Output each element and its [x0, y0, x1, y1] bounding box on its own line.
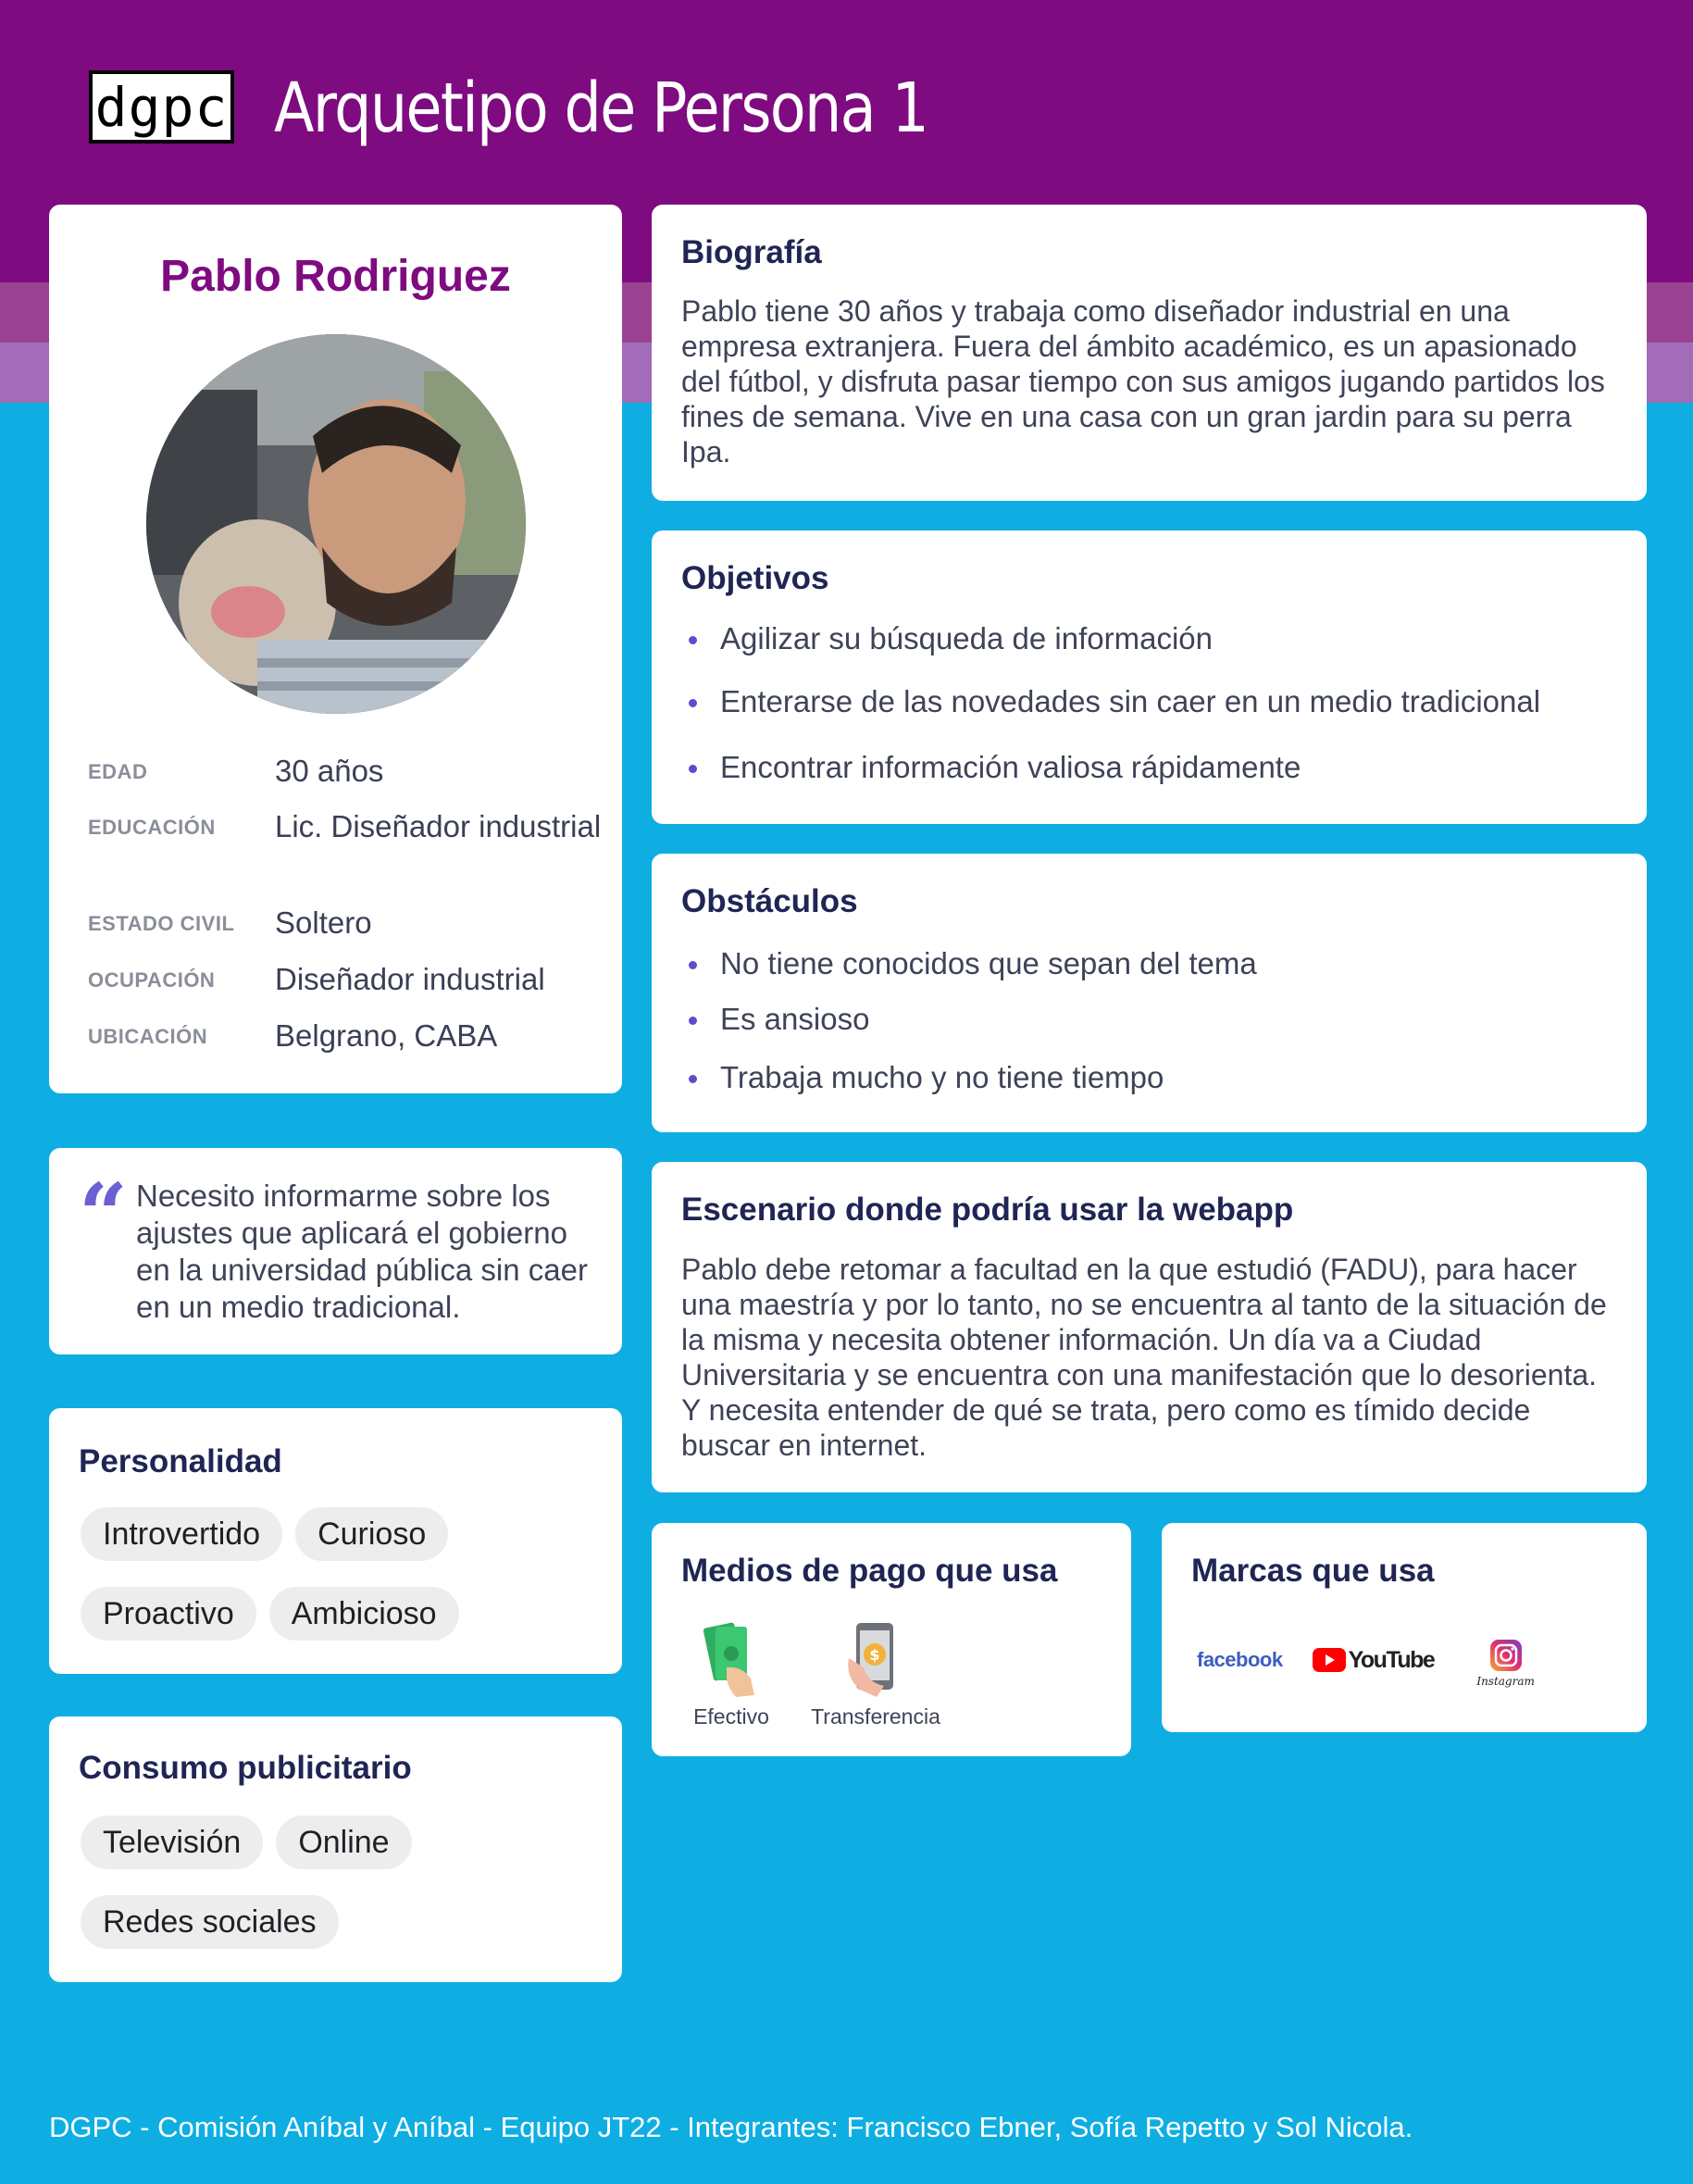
- payment-label: Transferencia: [811, 1704, 940, 1728]
- goals-list: [687, 621, 1540, 785]
- fact-label: EDAD: [88, 760, 148, 783]
- chip: Ambicioso: [269, 1587, 459, 1641]
- brands-card: [1162, 1523, 1647, 1732]
- quote-text: Necesito informarme sobre los ajustes que aplicará el gobierno en la universidad pública sin caer en un medio tradicional.: [136, 1179, 588, 1324]
- payment-methods-card: [652, 1523, 1131, 1756]
- brand-logos: [1197, 1632, 1535, 1688]
- youtube-logo: [1313, 1647, 1435, 1674]
- youtube-play-icon: [1313, 1648, 1346, 1672]
- profile-card: [49, 205, 622, 1093]
- obstacles-list: [687, 946, 1257, 1095]
- fact-value: Lic. Diseñador industrial: [275, 809, 602, 843]
- personality-card: [49, 1408, 622, 1674]
- chip: Online: [276, 1816, 411, 1869]
- scenario-text: Pablo debe retomar a facultad en la que estudió (FADU), para hacer una maestría y por lo tanto, no se encuentra al tanto de la situación de la misma y necesita obtener información. Un día va a Ciudad Universitaria y se encuentra con una manifestación que lo desorienta. Y necesita entender de qué se trata, pero como es tímido decide buscar en internet.: [681, 1253, 1607, 1462]
- fact-row-age: [88, 751, 606, 806]
- page-title: Arquetipo de Persona 1: [274, 69, 928, 148]
- obstacles-card: [652, 854, 1647, 1132]
- list-item: Trabaja mucho y no tiene tiempo: [687, 1060, 1257, 1095]
- chip: Proactivo: [81, 1587, 256, 1641]
- fact-label: UBICACIÓN: [88, 1025, 208, 1048]
- payment-label: Efectivo: [693, 1704, 769, 1728]
- personality-title: Personalidad: [79, 1443, 282, 1479]
- payment-cash: [666, 1621, 796, 1729]
- personality-chips: [81, 1507, 599, 1641]
- fact-row-occupation: [88, 959, 606, 1016]
- biography-text: Pablo tiene 30 años y trabaja como diseñador industrial en una empresa extranjera. Fuera del ámbito académico, es un apasionado del fútbol, y disfruta pasar tiempo con sus amigos jugando partidos los fines de semana. Vive en una casa con un gran jardin para su perra Ipa.: [681, 294, 1605, 468]
- list-item: No tiene conocidos que sepan del tema: [687, 946, 1257, 981]
- facebook-logo: facebook: [1197, 1648, 1283, 1671]
- instagram-icon: [1488, 1638, 1524, 1673]
- dgpc-logo: [89, 70, 234, 144]
- payment-methods-title: Medios de pago que usa: [681, 1553, 1058, 1589]
- profile-photo: [146, 334, 526, 714]
- goals-title: Objetivos: [681, 560, 829, 596]
- persona-facts: [88, 751, 606, 1071]
- fact-value: 30 años: [275, 754, 384, 788]
- fact-row-education: [88, 806, 606, 903]
- fact-value: Diseñador industrial: [275, 962, 545, 996]
- brands-title: Marcas que usa: [1191, 1553, 1435, 1589]
- scenario-card: [652, 1162, 1647, 1492]
- fact-value: Belgrano, CABA: [275, 1018, 498, 1053]
- svg-text:$: $: [869, 1646, 880, 1664]
- chip: Televisión: [81, 1816, 263, 1869]
- mobile-transfer-icon: [843, 1621, 908, 1699]
- list-item: Es ansioso: [687, 1002, 1257, 1037]
- payment-transfer: [802, 1621, 950, 1729]
- ad-consumption-chips: [81, 1816, 599, 1949]
- scenario-title: Escenario donde podría usar la webapp: [681, 1192, 1294, 1228]
- instagram-wordmark: Instagram: [1476, 1675, 1535, 1688]
- fact-value: Soltero: [275, 905, 372, 940]
- list-item: Encontrar información valiosa rápidamente: [687, 750, 1540, 785]
- biography-card: [652, 205, 1647, 501]
- chip: Redes sociales: [81, 1895, 339, 1949]
- quote-icon: “: [79, 1165, 128, 1265]
- biography-title: Biografía: [681, 234, 822, 270]
- fact-label: ESTADO CIVIL: [88, 912, 235, 935]
- chip: Introvertido: [81, 1507, 282, 1561]
- chip: Curioso: [295, 1507, 448, 1561]
- quote-card: [49, 1148, 622, 1354]
- fact-label: OCUPACIÓN: [88, 968, 216, 992]
- fact-row-location: [88, 1016, 606, 1071]
- profile-photo-illustration: [146, 334, 526, 714]
- instagram-logo: [1476, 1638, 1535, 1688]
- cash-icon: [699, 1621, 764, 1699]
- fact-row-civil-status: [88, 903, 606, 959]
- persona-name: Pablo Rodriguez: [160, 252, 511, 301]
- obstacles-title: Obstáculos: [681, 883, 858, 919]
- list-item: Agilizar su búsqueda de información: [687, 621, 1540, 656]
- ad-consumption-card: [49, 1716, 622, 1982]
- ad-consumption-title: Consumo publicitario: [79, 1750, 412, 1786]
- list-item: Enterarse de las novedades sin caer en un medio tradicional: [687, 684, 1540, 719]
- goals-card: [652, 530, 1647, 824]
- fact-label: EDUCACIÓN: [88, 816, 216, 839]
- footer-credits: DGPC - Comisión Aníbal y Aníbal - Equipo JT22 - Integrantes: Francisco Ebner, Sofía Repetto y Sol Nicola.: [49, 2111, 1413, 2143]
- youtube-wordmark: YouTube: [1348, 1646, 1435, 1673]
- logo-text: dgpc: [94, 75, 229, 139]
